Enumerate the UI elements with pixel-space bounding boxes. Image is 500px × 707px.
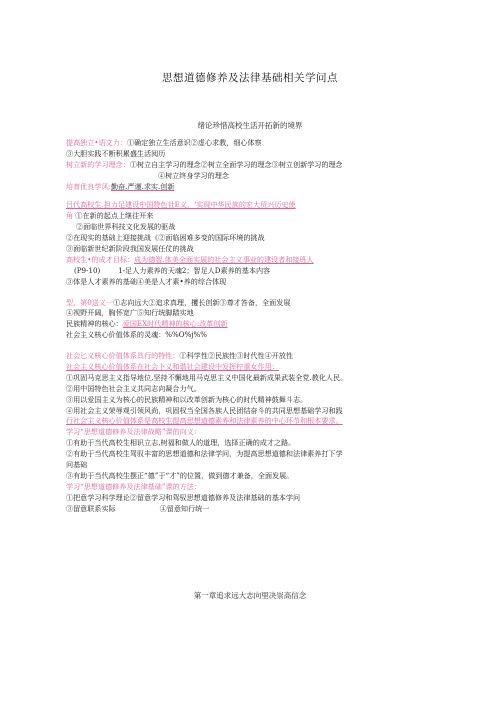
chapter1-title: 第一章追求远大志向里决崇高信念 (193, 591, 307, 600)
text-line: ②有助于当代高校生驾驭丰富的思想道德和法律学问，为提高思想道德和法律素养打下学 (66, 449, 343, 459)
text-line: ④视野开阔，胸怀宽广⑤知行统脚踏实地 (66, 308, 194, 318)
text-line: ③留意联系实际 ④留意知行统一 (66, 503, 210, 513)
text-line: ①把意学习科学理论②留意学习和驾驭思想道德修养及法律基础的基本学问 (66, 492, 301, 502)
text-line: 社会主义核心价值体系在社会卜义和谐社会建设中发挥柠重女作用： (66, 362, 279, 372)
text-line: ③面临新世纪新阶段我国发展任仗的挑战 (66, 244, 194, 254)
text-line: (P9-10) 1-足人力素养的天魂2；智足人D素养的基本内容 (74, 265, 271, 275)
text-line: ②面临世界科技文化发展的驱战 (76, 222, 176, 232)
document-body (66, 138, 446, 515)
text-line: ③有助于当代高校生摆正“德”于“才”的位置，做到德才兼备，全面发展。 (66, 470, 294, 480)
text-line: ②用中国特色社会主义共同志向凝合力气。 (66, 383, 201, 393)
text-line: ③体是人才素养的基础④美是人才素•养的综合体现 (66, 276, 227, 286)
text-line: 民族精神的核心：爱国EX时代精神的核心:改革创新 (66, 319, 228, 329)
text-line: 社会匕义核心价值体系具行的特性：①科学性②民族性③时代性④开放性 (66, 351, 293, 361)
text-line: 树立新的学习理念：①树立自主学习的理念②树立全面学习的理念③树立创新学习的理念 (66, 159, 343, 169)
text-line: 高校生•的成才目标：成为德智.体美全面实展的社会主义事业的建设者和接班人 (66, 254, 314, 264)
text-line: ②在现实的基础上迎接挑战《②面临困难多变的国际环境的挑战 (66, 233, 265, 243)
text-line: ③用以爱国主义为核心的民族精神和以改革创新为核心的时代精神鼓舞斗志。 (66, 394, 308, 404)
text-line: ④用社会主义荣辱观引领风尚，巩固权当全国各族人民团结奋斗的共同思想基础学习和践 (66, 405, 343, 415)
text-line: ①巩固马克思主义指导地位,坚持不懈地用马克思主义中国化最新成果武装全党.教化人民。 (66, 372, 348, 382)
text-line: 型，第0送义一①志向远大②追求真理，攫长创新③尊才答备，全面发展 (66, 297, 291, 307)
document-title: 思想道德修养及法律基础相关学问点 (162, 72, 338, 84)
text-line: 吕代高校生.担力足建设中国特色社E义，‘实现中华民族的宏大贸兴历史使 (66, 200, 296, 210)
text-line: 角 ①在新的起点上继往开来 (66, 211, 154, 221)
chapter-intro-title: 绪论珍惜高校生活开拓新的境界 (197, 121, 303, 130)
text-line: 提高独立•语文力：①确定独立生活意识②虚心求教，细心体察 (66, 138, 262, 147)
text-line: 社会主义核心价值体系的灵魂：%%O%j%% (66, 330, 208, 340)
text-line: ③大胆实践不断积累盛生活阅历 (66, 148, 166, 158)
text-line: ④树立终身学习的理念 (158, 170, 229, 180)
text-line: ①有助于当代高校生相识立志,树福和做人的道理，选择正确的成才之路。 (66, 438, 296, 448)
text-line: 问基础 (66, 460, 88, 470)
text-line: 学习“思想道德修养及法律基础”课的方法： (66, 481, 201, 491)
text-line: 学习“思想道德修养及法律战略”课的向义： (66, 427, 201, 437)
text-line: 培育优良学风:勤奋.严谨.求实.创新 (66, 181, 175, 191)
text-line: 行社会主义核心价值体系是高校生提高思想道德素养和法律素养的中心环节和根本要求。 (66, 416, 343, 426)
